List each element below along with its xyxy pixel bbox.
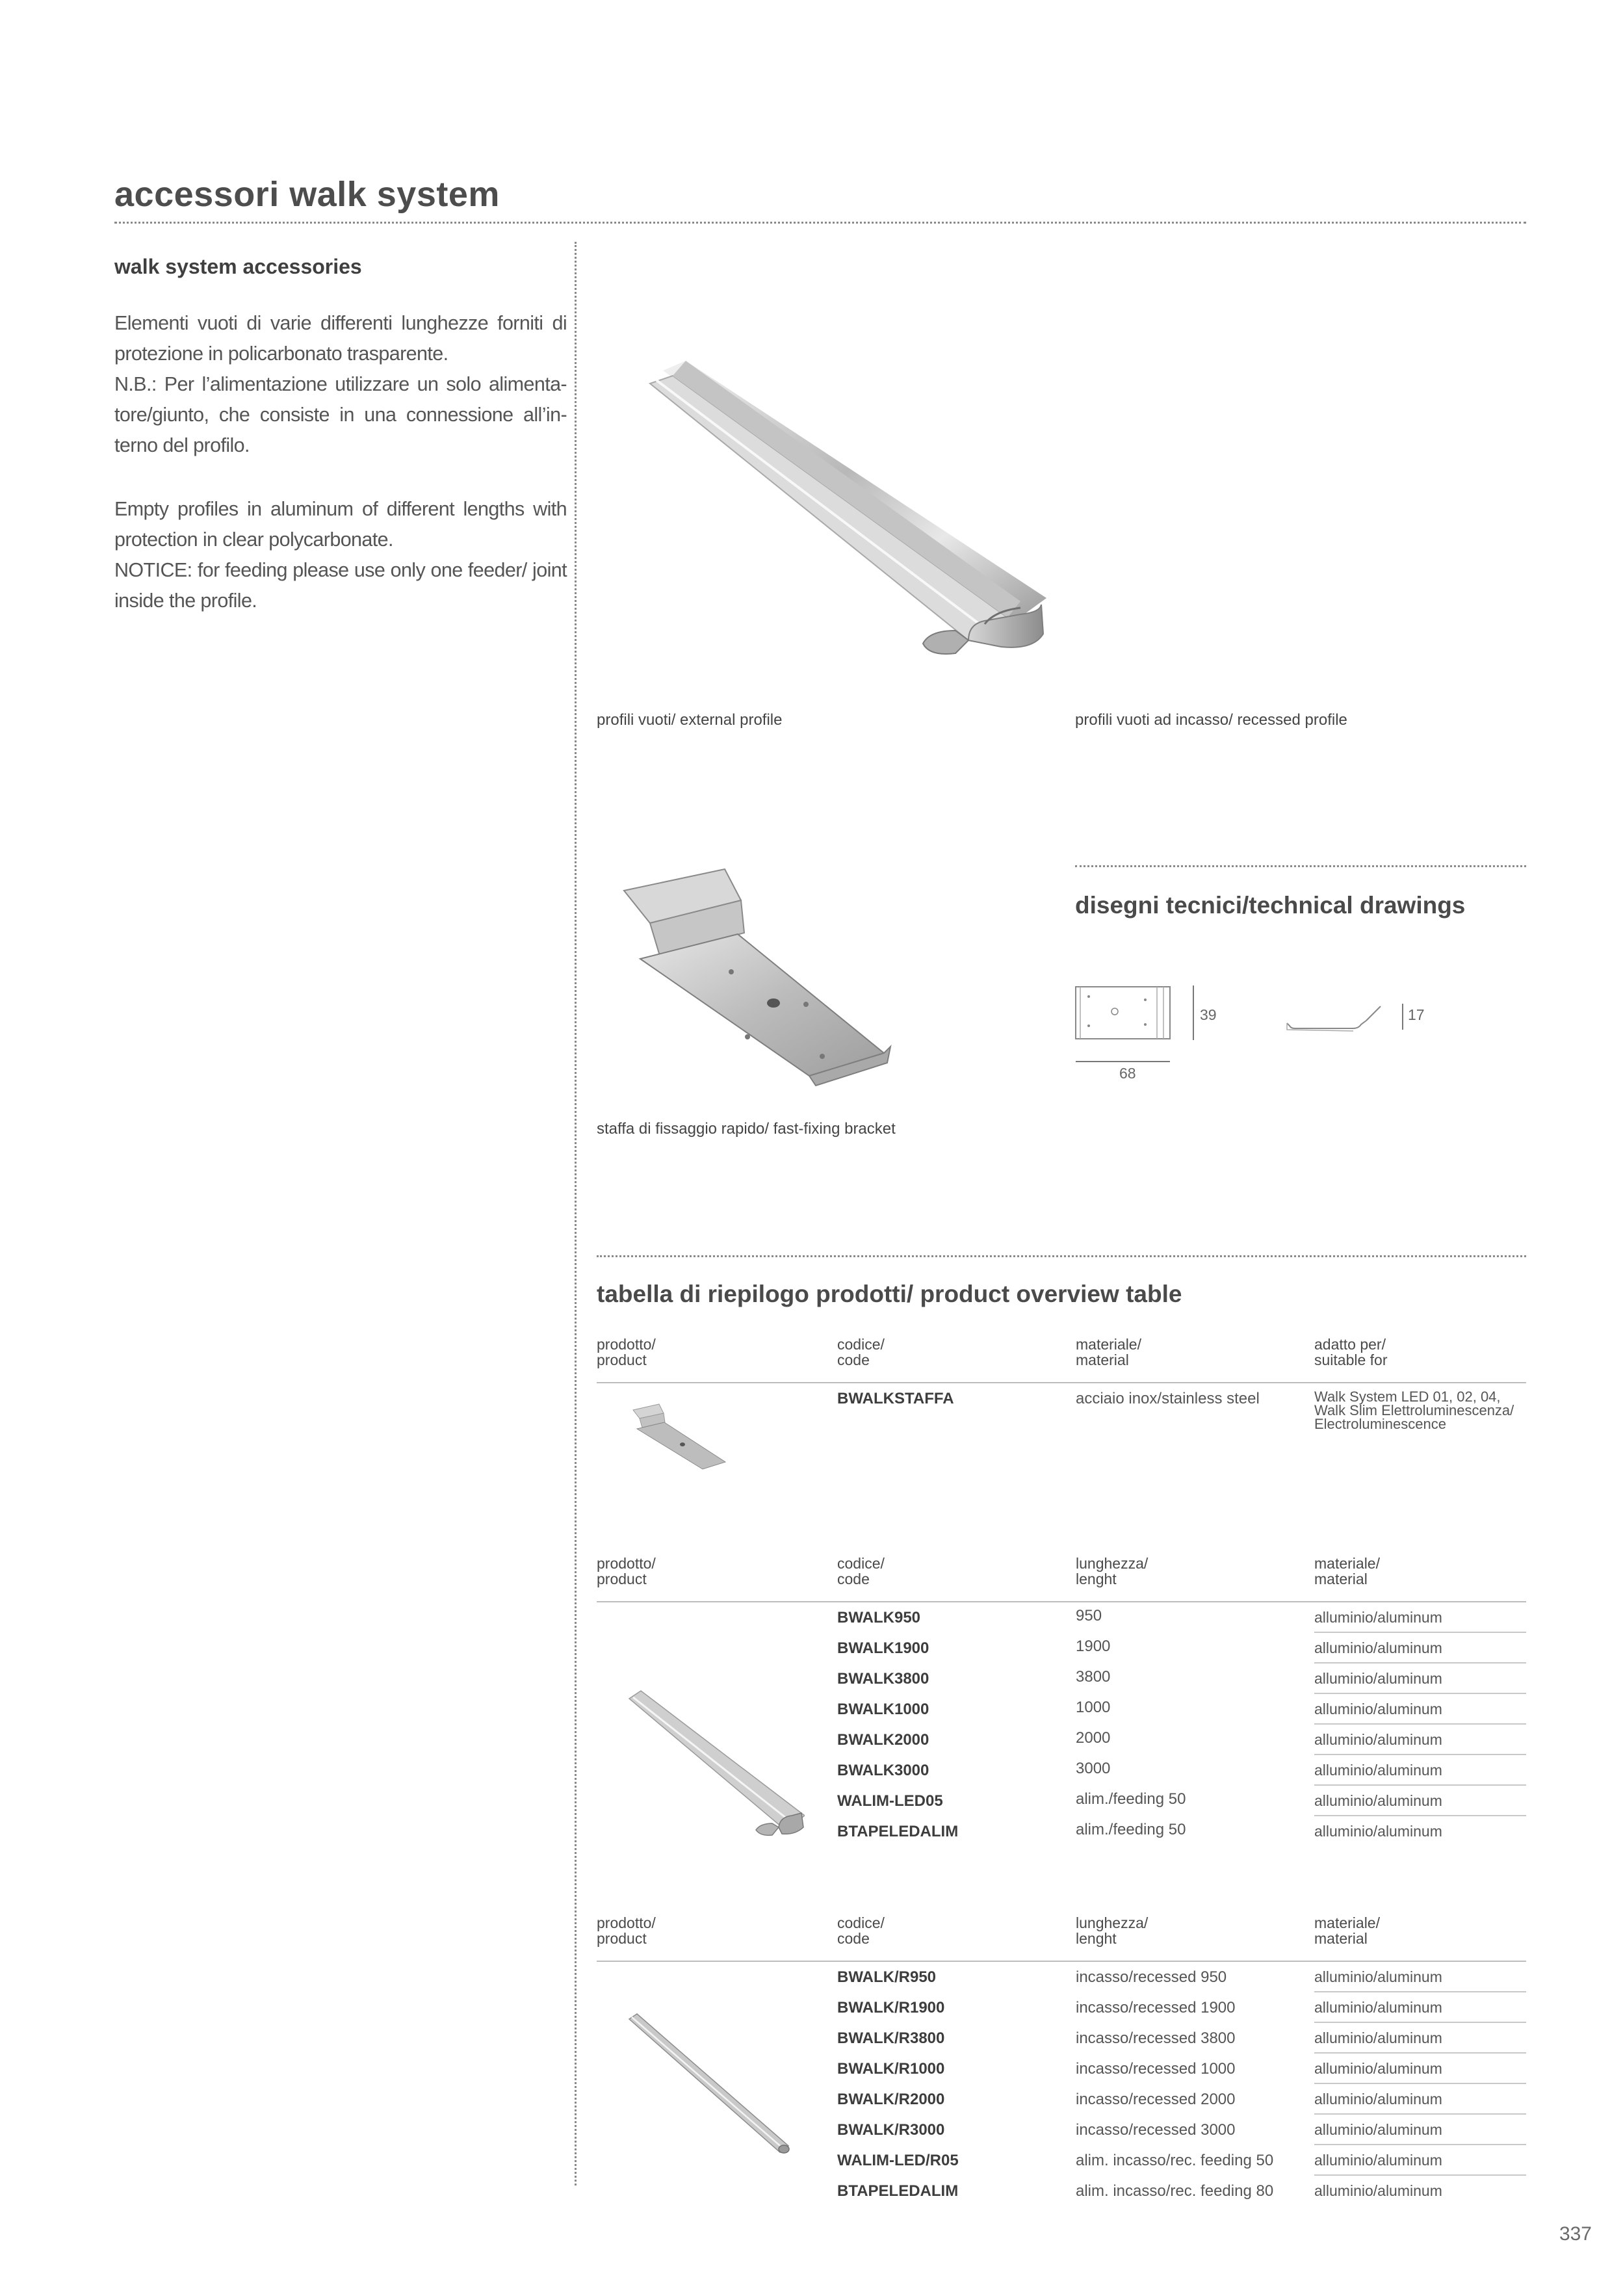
table-row <box>597 2054 1526 2084</box>
header-suitable: adatto per/ suitable for <box>1314 1336 1388 1368</box>
recessed-profile-table <box>597 1915 1526 2206</box>
table-row <box>597 1755 1526 1786</box>
drawing-1-width: 68 <box>1119 1065 1136 1082</box>
row-length: 2000 <box>1076 1729 1111 1747</box>
row-code: BWALK/R1900 <box>837 1999 945 2016</box>
bracket-caption: staffa di fissaggio rapido/ fast-fixing bracket <box>597 1120 896 1138</box>
row-material: alluminio/aluminum <box>1314 2121 1442 2138</box>
row-length: 950 <box>1076 1607 1102 1624</box>
header-product: prodotto/ product <box>597 1336 656 1368</box>
italian-description <box>114 308 567 461</box>
row-material: alluminio/aluminum <box>1314 2182 1442 2199</box>
external-profile-image <box>604 345 1046 663</box>
row-material: alluminio/aluminum <box>1314 1609 1442 1626</box>
bracket-table <box>597 1337 1526 1487</box>
row-material: alluminio/aluminum <box>1314 1701 1442 1717</box>
row-length: alim./feeding 50 <box>1076 1790 1186 1808</box>
header-product: prodotto/ product <box>597 1914 656 1947</box>
tech-divider <box>1075 865 1526 867</box>
bracket-drawing <box>1072 980 1202 1084</box>
header-material: materiale/ material <box>1314 1555 1380 1587</box>
row-code: BWALK1900 <box>837 1639 929 1657</box>
table-row <box>597 2115 1526 2145</box>
row-length: 1900 <box>1076 1637 1111 1655</box>
overview-divider <box>597 1255 1526 1257</box>
row-code: WALIM-LED05 <box>837 1792 943 1810</box>
drawing-2-height: 17 <box>1408 1006 1425 1023</box>
page-title: accessori walk system <box>114 175 500 214</box>
row-material: alluminio/aluminum <box>1314 2060 1442 2077</box>
table-row <box>597 2023 1526 2054</box>
table-row <box>597 1992 1526 2023</box>
english-description <box>114 494 567 616</box>
row-material: alluminio/aluminum <box>1314 2029 1442 2046</box>
table-row <box>597 1694 1526 1725</box>
table-row <box>597 1962 1526 1992</box>
row-length: 1000 <box>1076 1699 1111 1716</box>
recessed-profile-caption: profili vuoti ad incasso/ recessed profile <box>1075 711 1347 729</box>
title-divider <box>114 222 1526 224</box>
header-length: lunghezza/ lenght <box>1076 1914 1149 1947</box>
row-length: alim. incasso/rec. feeding 80 <box>1076 2182 1274 2200</box>
row-length: incasso/recessed 1000 <box>1076 2060 1236 2078</box>
row-length: 3000 <box>1076 1760 1111 1777</box>
row-material: alluminio/aluminum <box>1314 1670 1442 1687</box>
page-number: 337 <box>1559 2223 1592 2245</box>
table-header <box>597 1915 1526 1962</box>
row-material: alluminio/aluminum <box>1314 1823 1442 1840</box>
row-code: BWALK3000 <box>837 1762 929 1779</box>
row-material: alluminio/aluminum <box>1314 1762 1442 1779</box>
external-profile-caption: profili vuoti/ external profile <box>597 711 783 729</box>
section-subtitle: walk system accessories <box>114 255 362 278</box>
table-row <box>597 2084 1526 2115</box>
table-row <box>597 2176 1526 2206</box>
row-material: alluminio/aluminum <box>1314 1968 1442 1985</box>
row-length: alim. incasso/rec. feeding 50 <box>1076 2152 1274 2169</box>
header-product: prodotto/ product <box>597 1555 656 1587</box>
suitable-line-2: Walk Slim Elettroluminescenza/ <box>1314 1402 1514 1418</box>
row-code: BWALK/R2000 <box>837 2091 945 2108</box>
english-paragraph-1: Empty profiles in aluminum of different lengths with protection in clear polycarbonate. <box>114 498 567 551</box>
english-paragraph-2: NOTICE: for feeding please use only one feeder/ joint inside the profile. <box>114 559 567 612</box>
product-material: acciaio inox/stainless steel <box>1076 1390 1260 1407</box>
header-code: codice/ code <box>837 1336 885 1368</box>
table-row <box>597 1786 1526 1816</box>
row-code: BWALK950 <box>837 1609 921 1626</box>
table-row <box>597 1602 1526 1633</box>
table-row <box>597 1725 1526 1755</box>
row-material: alluminio/aluminum <box>1314 1731 1442 1748</box>
row-length: 3800 <box>1076 1668 1111 1686</box>
header-code: codice/ code <box>837 1555 885 1587</box>
row-material: alluminio/aluminum <box>1314 1639 1442 1656</box>
drawing-1-height: 39 <box>1200 1006 1217 1023</box>
row-length: incasso/recessed 3000 <box>1076 2121 1236 2139</box>
row-code: BWALK/R3000 <box>837 2121 945 2139</box>
row-code: BWALK1000 <box>837 1701 929 1718</box>
suitable-line-3: Electroluminescence <box>1314 1416 1446 1432</box>
header-material: materiale/ material <box>1076 1336 1141 1368</box>
row-code: BWALK2000 <box>837 1731 929 1749</box>
row-code: BWALK3800 <box>837 1670 929 1688</box>
row-code: BTAPELEDALIM <box>837 2182 959 2200</box>
table-header <box>597 1337 1526 1383</box>
row-code: BWALK/R3800 <box>837 2029 945 2047</box>
header-code: codice/ code <box>837 1914 885 1947</box>
product-code: BWALKSTAFFA <box>837 1390 954 1407</box>
row-code: WALIM-LED/R05 <box>837 2152 959 2169</box>
overview-heading: tabella di riepilogo prodotti/ product overview table <box>597 1281 1182 1307</box>
header-length: lunghezza/ lenght <box>1076 1555 1149 1587</box>
table-row <box>597 1663 1526 1694</box>
external-profile-table <box>597 1556 1526 1847</box>
table-header <box>597 1556 1526 1602</box>
table-row <box>597 1816 1526 1847</box>
table-row <box>597 1633 1526 1663</box>
technical-drawings-heading: disegni tecnici/technical drawings <box>1075 892 1466 919</box>
row-length: alim./feeding 50 <box>1076 1821 1186 1838</box>
column-divider <box>575 242 577 2185</box>
row-length: incasso/recessed 2000 <box>1076 2091 1236 2108</box>
row-code: BWALK/R1000 <box>837 2060 945 2078</box>
bracket-thumbnail <box>628 1400 738 1472</box>
row-length: incasso/recessed 3800 <box>1076 2029 1236 2047</box>
row-code: BTAPELEDALIM <box>837 1823 959 1840</box>
product-suitable <box>1314 1390 1514 1431</box>
row-length: incasso/recessed 1900 <box>1076 1999 1236 2016</box>
suitable-line-1: Walk System LED 01, 02, 04, <box>1314 1389 1501 1405</box>
italian-paragraph-1: Elementi vuoti di varie differenti lunghezze forniti di protezione in policarbonato trasparente. <box>114 312 567 365</box>
header-material: materiale/ material <box>1314 1914 1380 1947</box>
table-row <box>597 1383 1526 1487</box>
table-row <box>597 2145 1526 2176</box>
row-material: alluminio/aluminum <box>1314 1792 1442 1809</box>
row-material: alluminio/aluminum <box>1314 1999 1442 2016</box>
profile-section-drawing <box>1282 998 1412 1037</box>
italian-paragraph-2: N.B.: Per l’alimentazione utilizzare un solo alimenta-tore/giunto, che consiste in una connessione all’in-terno del profilo. <box>114 373 567 456</box>
row-material: alluminio/aluminum <box>1314 2152 1442 2169</box>
row-length: incasso/recessed 950 <box>1076 1968 1227 1986</box>
row-code: BWALK/R950 <box>837 1968 937 1986</box>
bracket-image <box>611 861 897 1095</box>
row-material: alluminio/aluminum <box>1314 2091 1442 2107</box>
